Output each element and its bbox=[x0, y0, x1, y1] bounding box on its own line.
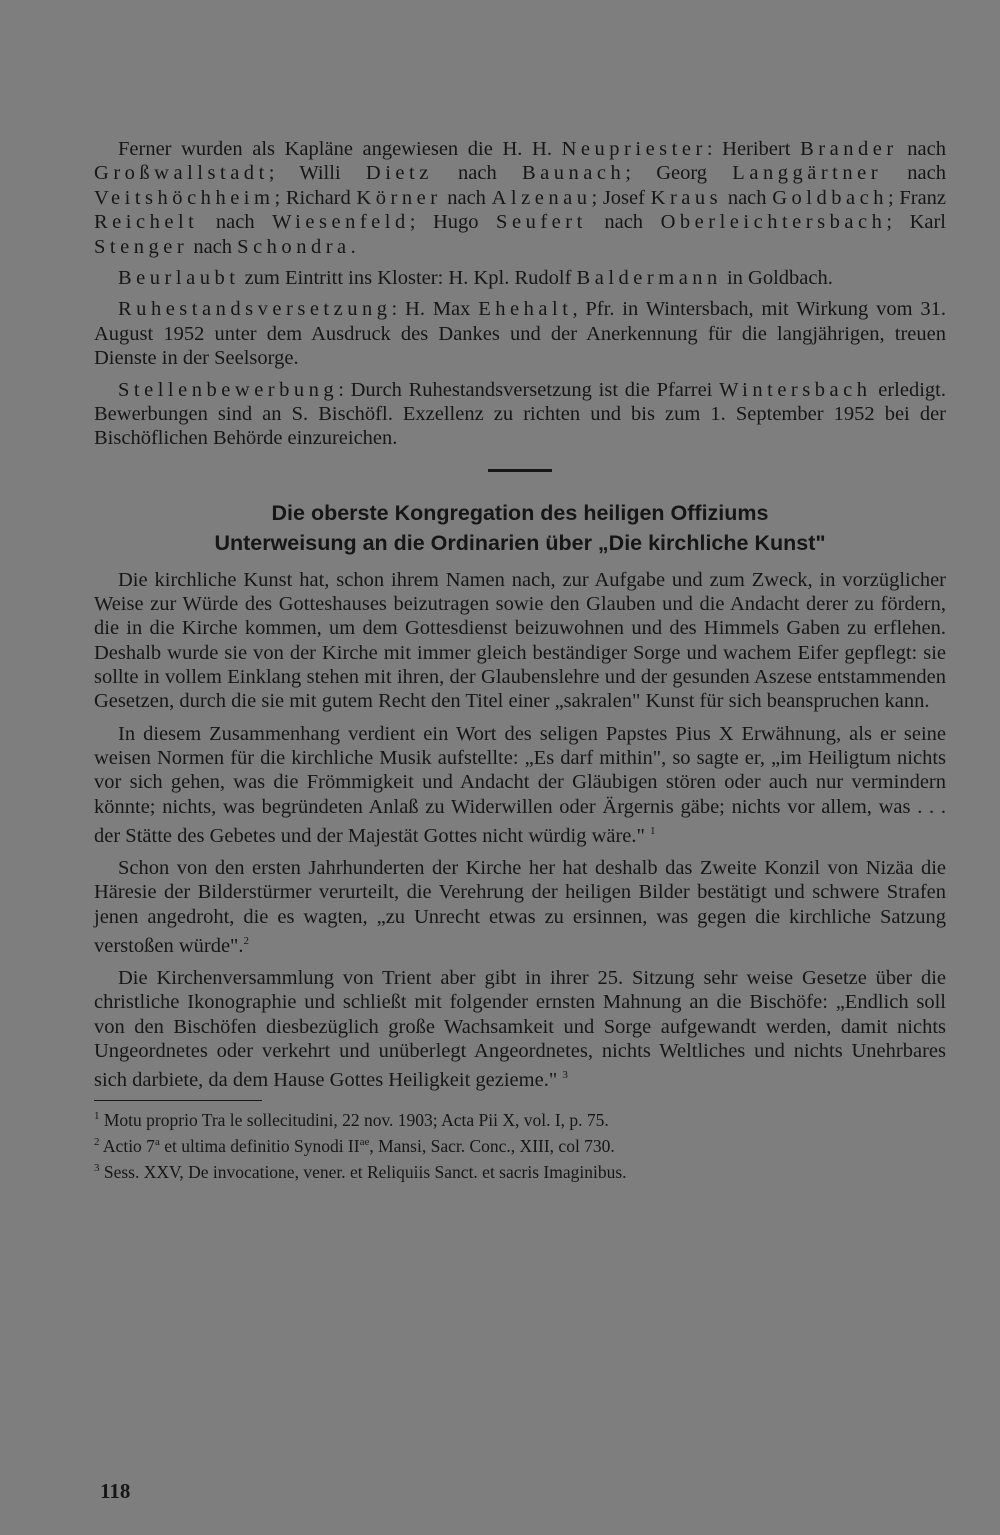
footnote-ref-3: 3 bbox=[562, 1069, 568, 1082]
article-paragraph-2: In diesem Zusammenhang verdient ein Wort des seligen Papstes Pius X Erwähnung, als er seine weisen Normen für die kirchliche Musik aufstellte: „Es darf mithin", so sagte er, „im Heiligtum nichts vor sich gehen, was die Frömmigkeit und Andacht der Gläubigen stören oder auch nur vermindern könnte; nichts, was begründeten Anlaß zu Widerwillen oder Ärgernis gäbe; nichts vor allem, was . . . der Stätte des Gebetes und der Majestät Gottes nicht würdig wäre." $^1$ bbox=[94, 722, 946, 847]
article-title bbox=[94, 498, 946, 558]
page-content bbox=[94, 137, 946, 1183]
page-number: 118 bbox=[100, 1479, 131, 1503]
footnote-2: $^2$ Actio 7$^a$ et ultima definitio Synodi $II^{ae}$, Mansi, Sacr. Conc., XIII, col 730. bbox=[94, 1135, 615, 1156]
footnote-ref-2: 2 bbox=[243, 934, 250, 947]
footnote-divider bbox=[94, 1100, 262, 1101]
beurlaubt-paragraph: Beurlaubt zum Eintritt ins Kloster: H. Kpl. Rudolf Baldermann in Goldbach. bbox=[118, 267, 833, 290]
footnote-1: $^1$ Motu proprio Tra le sollecitudini, 22 nov. 1903; Acta Pii X, vol. I, p. 75. bbox=[94, 1110, 609, 1131]
footnote-ref-1: 1 bbox=[650, 824, 656, 837]
kaplaene-paragraph: Ferner wurden als Kapläne angewiesen die H. H. Neupriester: Heribert Brander nach Großwallstadt; Willi Dietz nach Baunach; Georg Langgärtner nach Veitshöchheim; Richard Körner nach Alzenau; Josef Kraus nach Goldbach; Franz Reichelt nach Wiesenfeld; Hugo Seufert nach Oberleichtersbach; Karl Stenger nach Schondra. bbox=[94, 138, 947, 258]
article-paragraph-3: Schon von den ersten Jahrhunderten der Kirche her hat deshalb das Zweite Konzil von Nizäa die Häresie der Bilderstürmer verurteilt, die Verehrung der heiligen Bilder bestätigt und schwere Strafen jenen angedroht, die es wagten, „zu Unrecht etwas zu ersinnen, was gegen die kirchliche Satzung verstoßen würde".$^2$ bbox=[94, 856, 946, 957]
article-paragraph-4: Die Kirchenversammlung von Trient aber gibt in ihrer 25. Sitzung sehr weise Gesetze über die christliche Ikonographie und schließt mit folgender ernsten Mahnung an die Bischöfe: „Endlich soll von den Bischöfen diesbezüglich große Wachsamkeit und Sorge aufgewandt werden, damit nichts Ungeordnetes oder verkehrt und unüberlegt Angeordnetes, nichts Weltliches und nichts Unehrbares sich darbiete, da dem Hause Gottes Heiligkeit gezieme." $^3$ bbox=[94, 966, 946, 1091]
ruhestand-paragraph: Ruhestandsversetzung: H. Max Ehehalt, Pfr. in Wintersbach, mit Wirkung vom 31. August 1952 unter dem Ausdruck des Dankes und der Anerkennung für die langjährigen, treuen Dienste in der Seelsorge. bbox=[94, 298, 947, 370]
footnote-3: $^3$ Sess. XXV, De invocatione, vener. et Reliquiis Sanct. et sacris Imaginibus. bbox=[94, 1161, 627, 1182]
stellenbewerbung-paragraph: Stellenbewerbung: Durch Ruhestandsversetzung ist die Pfarrei Wintersbach erledigt. Bewerbungen sind an S. Bischöfl. Exzellenz zu richten und bis zum 1. September 1952 bei der Bischöflichen Behörde einzureichen. bbox=[94, 378, 946, 450]
article-title-line-1: Die oberste Kongregation des heiligen Offiziums bbox=[271, 500, 769, 525]
article-title-line-2: Unterweisung an die Ordinarien über „Die kirchliche Kunst" bbox=[214, 530, 826, 555]
section-divider bbox=[488, 469, 552, 472]
article-paragraph-1: Die kirchliche Kunst hat, schon ihrem Namen nach, zur Aufgabe und zum Zweck, in vorzüglicher Weise zur Würde des Gotteshauses beizutragen sowie den Glauben und die Andacht derer zu fördern, die in die Kirche kommen, um dem Gottesdienst beizuwohnen und des Himmels Gaben zu erflehen. Deshalb wurde sie von der Kirche mit immer gleich beständiger Sorge und wachem Eifer gepflegt: sie sollte in vollem Einklang stehen mit ihren, der Glaubenslehre und der gesunden Aszese entstammenden Gesetzen, durch die sie mit gutem Recht den Titel einer „sakralen" Kunst für sich beanspruchen kann. bbox=[94, 568, 946, 713]
